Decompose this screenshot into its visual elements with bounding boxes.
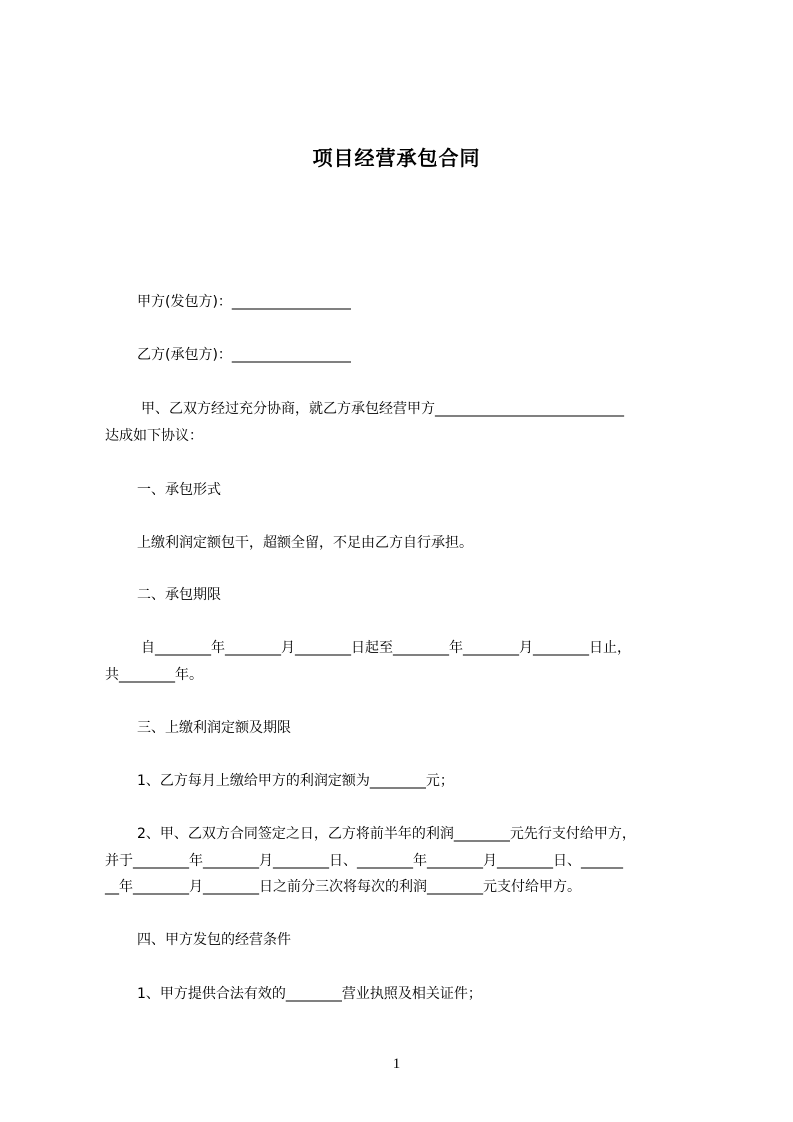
section-1-text: 上缴利润定额包干，超额全留，不足由乙方自行承担。	[137, 535, 473, 551]
page-number: 1	[392, 1056, 401, 1072]
section-3-item-2-line-1: 2、甲、乙双方合同签定之日，乙方将前半年的利润________元先行支付给甲方，	[137, 826, 636, 842]
section-4-item-1: 1、甲方提供合法有效的________营业执照及相关证件；	[137, 986, 482, 1002]
section-3-item-2-line-2: 并于________年________月________日、________年________月________日、______	[105, 853, 623, 869]
party-a-line: 甲方(发包方)：_________________	[137, 294, 351, 310]
contract-title: 项目经营承包合同	[312, 146, 481, 170]
section-2-line-1: 自________年________月________日起至________年________月________日止，	[141, 640, 631, 656]
section-4-heading: 四、甲方发包的经营条件	[137, 932, 291, 948]
section-3-item-2-line-3: __年________月________日之前分三次将每次的利润________元支付给甲方。	[105, 879, 581, 895]
party-b-line: 乙方(承包方)：_________________	[137, 347, 351, 363]
intro-paragraph-line-2: 达成如下协议：	[105, 428, 203, 444]
section-3-heading: 三、上缴利润定额及期限	[137, 720, 291, 736]
intro-paragraph-line-1: 甲、乙双方经过充分协商，就乙方承包经营甲方___________________________	[141, 401, 624, 417]
section-2-heading: 二、承包期限	[137, 587, 221, 603]
section-1-heading: 一、承包形式	[137, 482, 221, 498]
section-3-item-1: 1、乙方每月上缴给甲方的利润定额为________元；	[137, 773, 454, 789]
section-2-line-2: 共________年。	[105, 667, 203, 683]
